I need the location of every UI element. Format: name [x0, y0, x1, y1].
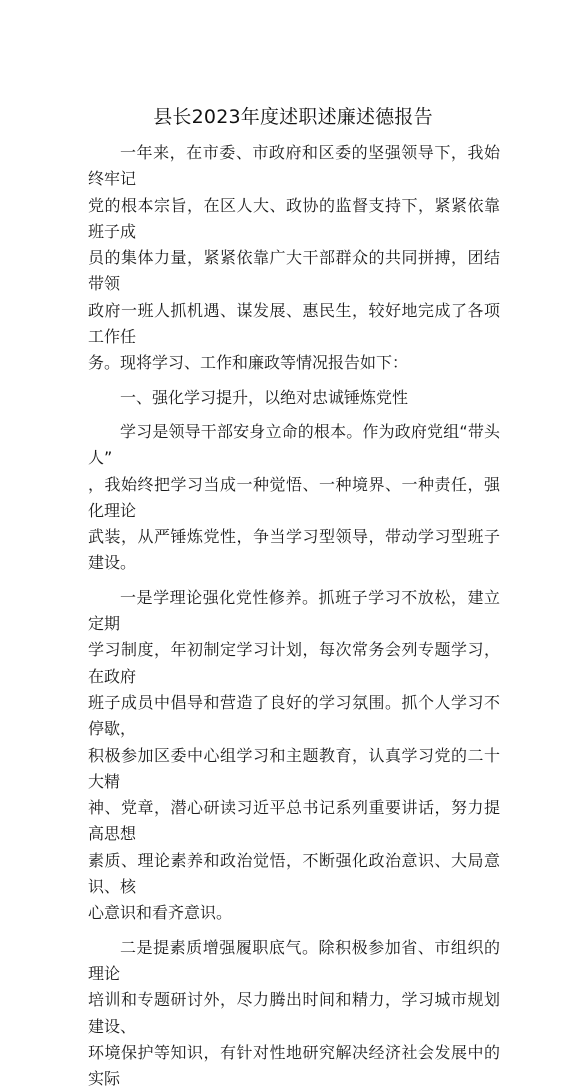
- text-line: 一是学理论强化党性修养。抓班子学习不放松，建立定期: [88, 587, 500, 634]
- text-line: 武装，从严锤炼党性，争当学习型领导，带动学习型班子建设。: [88, 527, 500, 573]
- text-line: 务。现将学习、工作和廉政等情况报告如下：: [88, 353, 409, 373]
- text-line: 积极参加区委中心组学习和主题教育，认真学习党的二十大精: [88, 745, 500, 791]
- text-line: 一年来，在市委、市政府和区委的坚强领导下，我始终牢记: [88, 143, 500, 189]
- text-line: 神、党章，潜心研读习近平总书记系列重要讲话，努力提高思想: [88, 798, 500, 844]
- text-line: 素质、理论素养和政治觉悟，不断强化政治意识、大局意识、核: [88, 850, 500, 897]
- text-line: 培训和专题研讨外，尽力腾出时间和精力，学习城市规划建设、: [88, 990, 500, 1036]
- paragraph-study: [88, 419, 500, 577]
- text-line: 学习制度，年初制定学习计划，每次常务会列专题学习，在政府: [88, 640, 500, 686]
- text-line: 一、强化学习提升，以绝对忠诚锤炼党性: [120, 387, 409, 407]
- paragraph-intro: [88, 140, 500, 377]
- text-line: 心意识和看齐意识。: [88, 903, 233, 923]
- text-line: 环境保护等知识，有针对性地研究解决经济社会发展中的实际: [88, 1042, 500, 1089]
- paragraph-quality: [88, 935, 500, 1092]
- paragraph-theory: [88, 585, 500, 927]
- text-line: ，我始终把学习当成一种觉悟、一种境界、一种责任，强化理论: [88, 474, 500, 520]
- text-line: 政府一班人抓机遇、谋发展、惠民生，较好地完成了各项工作任: [88, 300, 500, 347]
- text-line: 学习是领导干部安身立命的根本。作为政府党组“带头人”: [88, 421, 500, 468]
- text-line: 班子成员中倡导和营造了良好的学习氛围。抓个人学习不停歇，: [88, 692, 500, 739]
- text-line: 二是提素质增强履职底气。除积极参加省、市组织的理论: [88, 937, 500, 983]
- document-title: 县长2023年度述职述廉述德报告: [153, 106, 433, 128]
- text-line: 党的根本宗旨，在区人大、政协的监督支持下，紧紧依靠班子成: [88, 195, 500, 241]
- text-line: 员的集体力量，紧紧依靠广大干部群众的共同拼搏，团结带领: [88, 248, 500, 294]
- document-body: [88, 140, 500, 1092]
- section-heading: [88, 385, 500, 411]
